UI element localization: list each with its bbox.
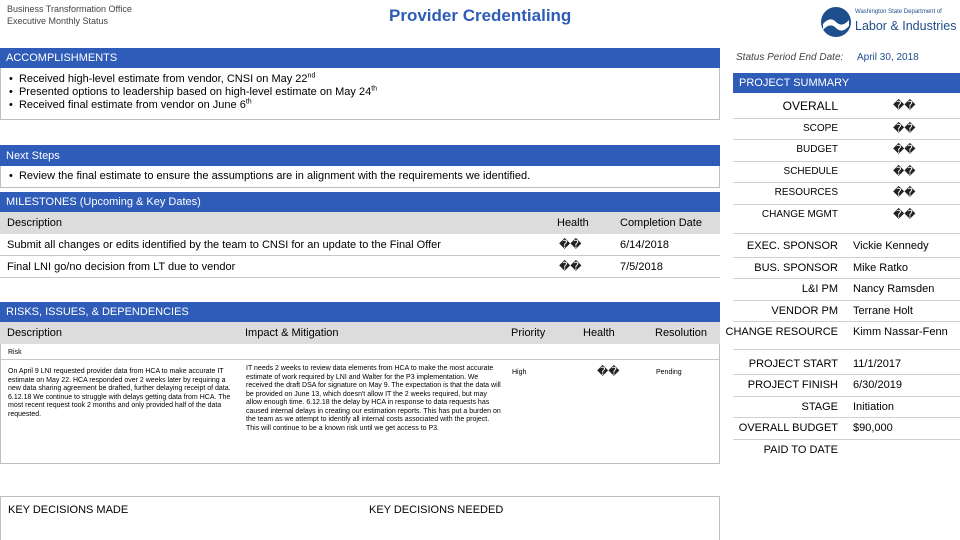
vendor-pm-value: Terrane Holt: [853, 305, 913, 317]
risk-priority: High: [512, 369, 527, 376]
budget-status-icon: ��: [893, 143, 916, 156]
stage-label: STAGE: [801, 401, 838, 413]
project-summary-header: [733, 73, 960, 93]
stage-value: Initiation: [853, 401, 894, 413]
lni-pm-value: Nancy Ramsden: [853, 283, 935, 295]
page-title: Provider Credentialing: [389, 6, 572, 25]
milestones-col-health: Health: [557, 217, 589, 229]
agency-logo-icon: [820, 6, 852, 38]
vendor-pm-label: VENDOR PM: [771, 305, 838, 317]
accomplishment-item: • Received final estimate from vendor on June 6th: [9, 98, 252, 111]
risks-col-impact: Impact & Mitigation: [245, 327, 339, 339]
resources-status-icon: ��: [893, 186, 916, 199]
risks-column-header: [0, 322, 720, 344]
next-steps-header: [0, 145, 720, 166]
risks-heading: RISKS, ISSUES, & DEPENDENCIES: [6, 306, 189, 318]
project-start-label: PROJECT START: [748, 358, 838, 370]
milestone-description: Submit all changes or edits identified by the team to CNSI for an update to the Final Offer: [7, 238, 441, 251]
table-row: [0, 256, 720, 278]
summary-label-schedule: SCHEDULE: [783, 166, 838, 177]
summary-label-overall: OVERALL: [782, 99, 838, 113]
summary-label-resources: RESOURCES: [774, 187, 838, 198]
status-period-date: April 30, 2018: [857, 52, 919, 63]
accomplishment-item: • Presented options to leadership based on high-level estimate on May 24th: [9, 85, 378, 98]
milestone-date: 6/14/2018: [620, 238, 669, 251]
scope-status-icon: ��: [893, 122, 916, 135]
overall-budget-value: $90,000: [853, 422, 893, 434]
risks-col-health: Health: [583, 327, 615, 339]
risks-col-description: Description: [7, 327, 63, 339]
paid-to-date-label: PAID TO DATE: [763, 444, 838, 456]
next-steps-heading: Next Steps: [6, 149, 60, 162]
overall-budget-label: OVERALL BUDGET: [738, 422, 838, 434]
project-finish-label: PROJECT FINISH: [747, 379, 838, 391]
key-decisions-made-heading: KEY DECISIONS MADE: [8, 504, 129, 516]
next-steps-panel: [0, 166, 720, 188]
accomplishment-item: • Received high-level estimate from vendor, CNSI on May 22nd: [9, 72, 316, 85]
key-decisions-panel: [0, 496, 720, 540]
report-type: Executive Monthly Status: [7, 16, 109, 26]
risks-col-priority: Priority: [511, 327, 546, 339]
change-mgmt-status-icon: ��: [893, 208, 916, 221]
bus-sponsor-value: Mike Ratko: [853, 262, 909, 274]
project-summary-panel: [733, 93, 960, 231]
summary-label-scope: SCOPE: [802, 123, 838, 134]
health-status-icon: ��: [559, 260, 582, 273]
risks-header: [0, 302, 720, 322]
key-decisions-needed-heading: KEY DECISIONS NEEDED: [369, 504, 504, 516]
accomplishments-header: [0, 48, 720, 68]
health-status-icon: ��: [597, 365, 620, 378]
summary-label-change-mgmt: CHANGE MGMT: [761, 209, 838, 220]
summary-label-budget: BUDGET: [796, 144, 838, 155]
milestones-header: [0, 192, 720, 212]
logo-agency-line: Washington State Department of: [855, 9, 942, 15]
project-info-panel: [733, 349, 960, 464]
milestone-date: 7/5/2018: [620, 260, 663, 273]
people-panel: [725, 233, 960, 343]
milestone-description: Final LNI go/no decision from LT due to vendor: [7, 260, 236, 273]
milestones-col-description: Description: [7, 217, 63, 229]
project-start-value: 11/1/2017: [853, 358, 902, 370]
logo-agency-name: Labor & Industries: [855, 19, 957, 33]
project-finish-value: 6/30/2019: [853, 379, 902, 391]
risk-resolution: Pending: [656, 369, 682, 376]
change-resource-label: CHANGE RESOURCE: [725, 326, 838, 338]
accomplishments-heading: ACCOMPLISHMENTS: [6, 52, 118, 64]
next-step-item: • Review the final estimate to ensure the assumptions are in alignment with the requirements we identified.: [9, 170, 531, 182]
exec-sponsor-label: EXEC. SPONSOR: [746, 240, 838, 252]
health-status-icon: ��: [559, 238, 582, 251]
project-summary-heading: PROJECT SUMMARY: [739, 77, 850, 89]
change-resource-value: Kimm Nassar-Fenn: [853, 326, 948, 338]
risk-group-label: Risk: [8, 349, 22, 356]
risks-col-resolution: Resolution: [655, 327, 707, 339]
risk-impact-mitigation: IT needs 2 weeks to review data elements from HCA to make the most accurate estimate of work required by LNI and Walter for the P3 implementation. We received the draft DSA for signature on May 9. The expectation is that the data will be provided on June 13, which doesn't allow IT the 2 weeks required, but may allow enough time. 6.12.18 the delay by HCA in response to data requests has caused internal delays in creating our estimation reports. This has put a burden on the team as we attempt to identify all internal costs associated with the project. This will continue to be a known risk until we get access to P3.: [246, 365, 501, 432]
office-name: Business Transformation Office: [7, 4, 132, 14]
exec-sponsor-value: Vickie Kennedy: [853, 240, 929, 252]
milestones-heading: MILESTONES (Upcoming & Key Dates): [6, 196, 201, 208]
bus-sponsor-label: BUS. SPONSOR: [754, 262, 838, 274]
milestones-col-completion: Completion Date: [620, 217, 702, 229]
risk-description: On April 9 LNI requested provider data from HCA to make accurate IT estimate on May 22. HCA responded over 2 weeks later by requiring a new data sharing agreement be drafted, further delaying receipt of data. 6.12.18 We continue to struggle with delays getting data from HCA. The most recent request took 2 months and only provided half of the data requested.: [8, 368, 231, 418]
schedule-status-icon: ��: [893, 165, 916, 178]
risks-panel: [0, 344, 720, 464]
overall-status-icon: ��: [893, 99, 916, 112]
accomplishments-panel: [0, 68, 720, 120]
milestones-column-header: [0, 212, 720, 234]
lni-pm-label: L&I PM: [801, 283, 838, 295]
table-row: [0, 234, 720, 256]
status-period-label: Status Period End Date:: [736, 52, 844, 63]
agency-logo: [820, 5, 955, 39]
